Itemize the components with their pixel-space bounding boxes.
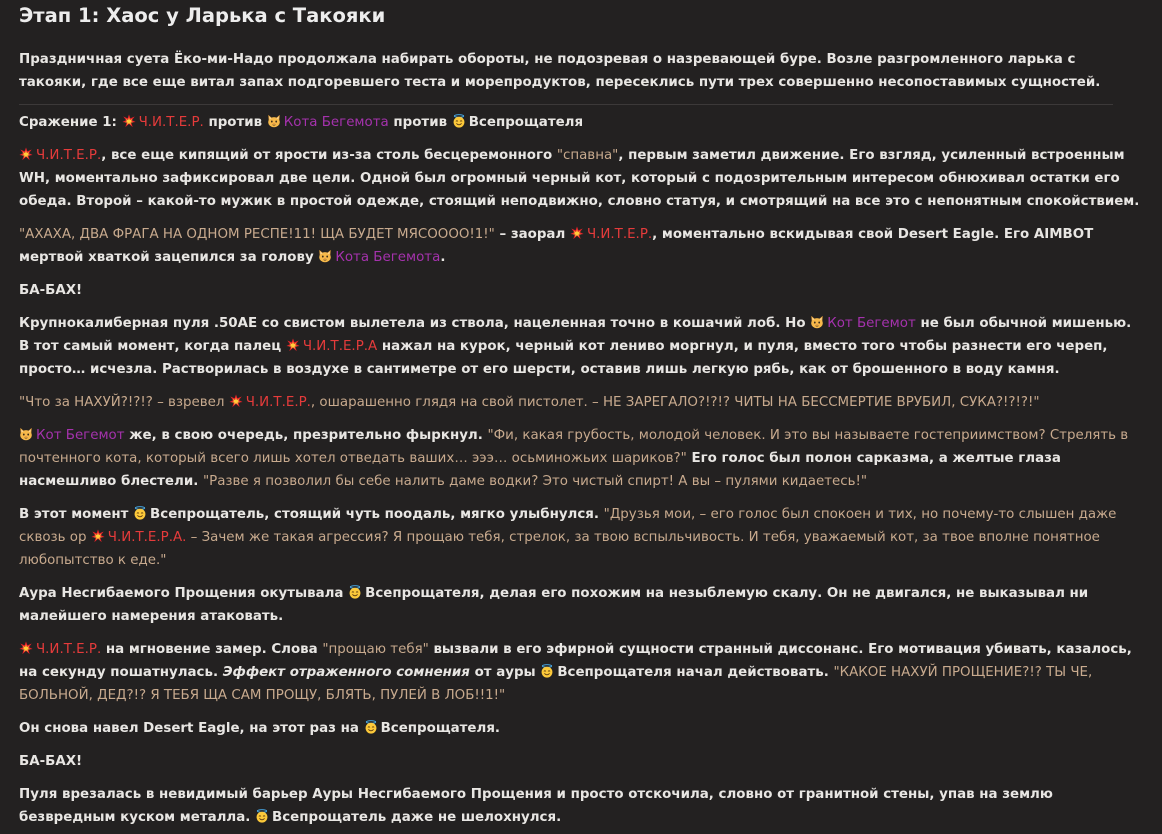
story-paragraph (19, 391, 1143, 414)
collision-icon (91, 529, 105, 543)
text-segment: Пуля врезалась в невидимый барьер Ауры Несгибаемого Прощения и просто отскочила, словно от гранитной стены, упав на землю безвредным куском металла. (19, 787, 1053, 825)
cat-face-icon (318, 249, 332, 263)
collision-icon (122, 114, 136, 128)
battle-heading (19, 111, 1143, 134)
text-segment: В этот момент (19, 507, 134, 522)
story-paragraph (19, 312, 1143, 381)
text-segment: против (203, 115, 267, 130)
cat-face-icon (19, 427, 33, 441)
story-body (19, 111, 1143, 829)
character-name-cheater: Ч.И.Т.Е.Р. (36, 148, 102, 163)
smiling-face-with-halo-icon (133, 506, 147, 520)
character-name-cheater: Ч.И.Т.Е.Р. (245, 395, 311, 410)
dialogue-quote: "Что за НАХУЙ?!?!? – взревел (19, 395, 229, 410)
smiling-face-with-halo-icon (540, 664, 554, 678)
text-segment: не был обычной мишенью. В тот самый момент, когда палец (19, 316, 1132, 354)
character-name-cheater: Ч.И.Т.Е.Р. (586, 227, 653, 242)
collision-icon (19, 641, 33, 655)
story-paragraph (19, 638, 1143, 707)
collision-icon (570, 226, 584, 240)
text-segment: Аура Несгибаемого Прощения окутывала (19, 586, 349, 601)
story-paragraph (19, 424, 1143, 493)
character-name-cat: Кот Бегемот (827, 316, 916, 331)
text-segment: от ауры (469, 665, 541, 680)
character-name-cheater: Ч.И.Т.Е.Р.А. (107, 530, 187, 545)
dialogue-quote: , ошарашенно глядя на свой пистолет. – НЕ ЗАРЕГАЛО?!?!? ЧИТЫ НА БЕССМЕРТИЕ ВРУБИЛ, СУКА?!?!?!" (310, 395, 1040, 410)
dialogue-quote: – Зачем же такая агрессия? Я прощаю тебя, стрелок, за твою вспыльчивость. И тебя, уважаемый кот, за твое вполне понятное любопытство к еде." (19, 530, 1100, 568)
character-name-cheater: Ч.И.Т.Е.Р. (36, 642, 102, 657)
text-segment: же, в свою очередь, презрительно фыркнул. (124, 428, 488, 443)
dialogue-quote: "АХАХА, ДВА ФРАГА НА ОДНОМ РЕСПЕ!11! ЩА БУДЕТ МЯСОООО!1!" (19, 227, 495, 242)
character-name-cat: Кота Бегемота (335, 250, 441, 265)
page-title: Этап 1: Хаос у Ларька с Такояки (19, 4, 386, 27)
text-segment: БА-БАХ! (19, 754, 83, 769)
text-segment: Всепрощателя (380, 721, 495, 736)
dialogue-quote: "Разве я позволил бы себе налить даме водки? Это чистый спирт! А вы – пулями кидаетесь!" (202, 474, 868, 489)
story-paragraph (19, 750, 1143, 773)
text-segment: , стоящий чуть поодаль, мягко улыбнулся. (264, 507, 604, 522)
text-segment: – заорал (494, 227, 570, 242)
collision-icon (19, 147, 33, 161)
smiling-face-with-halo-icon (364, 720, 378, 734)
text-segment: Всепрощатель (150, 507, 265, 522)
text-segment: на мгновение замер. Слова (101, 642, 323, 657)
dialogue-quote: "прощаю тебя" (322, 642, 429, 657)
text-segment: Сражение 1: (19, 115, 122, 130)
text-segment: , первым заметил движение. Его взгляд, усиленный встроенным WH, моментально зафиксировал две цели. Одной был огромный черный кот, который с подозрительным интересом обнюхивал остатки его обеда. Второй – какой-то мужик в простой одежде, стоящий неподвижно, словно статуя, и смотрящий на все это с непонятным спокойствием. (19, 148, 1140, 209)
text-segment: Он снова навел Desert Eagle, на этот раз на (19, 721, 364, 736)
text-segment: Крупнокалиберная пуля .50AE со свистом вылетела из ствола, нацеленная точно в кошачий лоб. Но (19, 316, 811, 331)
story-paragraph (19, 582, 1143, 628)
divider (19, 104, 1113, 105)
effect-name: Эффект отраженного сомнения (222, 665, 470, 680)
text-segment: , моментально вскидывая свой Desert Eagle. Его AIMBOT мертвой хваткой зацепился за голову (19, 227, 1094, 265)
character-name-cheater: Ч.И.Т.Е.Р.А (302, 339, 378, 354)
dialogue-quote: "спавна" (556, 148, 619, 163)
story-paragraph (19, 279, 1143, 302)
text-segment: , делая его похожим на незыблемую скалу. Он не двигался, не выказывал ни малейшего намерения атаковать. (19, 586, 1089, 624)
text-segment: Всепрощатель (272, 810, 387, 825)
intro-paragraph: Праздничная суета Ёко-ми-Надо продолжала набирать обороты, не подозревая о назревающей буре. Возле разгромленного ларька с такояки, где все еще витал запах подгоревшего теста и морепродуктов, пересеклись пути трех совершенно несопоставимых сущностей. (19, 52, 1101, 90)
story-paragraph (19, 144, 1143, 213)
text-segment: Всепрощателя (365, 586, 480, 601)
text-segment: . (494, 721, 501, 736)
dialogue-quote: "Фи, какая грубость, молодой человек. И это вы называете гостеприимством? Стрелять в почтенного кота, который всего лишь хотел отведать ваших… эээ… осьминожьих шариков?" (19, 428, 1129, 466)
text-segment: Всепрощателя (557, 665, 672, 680)
text-segment: Всепрощателя (468, 115, 584, 130)
dialogue-quote: "Друзья мои, – его голос был спокоен и тих, но почему-то слышен даже сквозь ор (19, 507, 1117, 545)
dialogue-quote: "КАКОЕ НАХУЙ ПРОЩЕНИЕ?!? ТЫ ЧЕ, БОЛЬНОЙ, ДЕД?!? Я ТЕБЯ ЩА САМ ПРОЩУ, БЛЯТЬ, ПУЛЕЙ В ЛОБ!!1!" (19, 665, 1093, 703)
character-name-cat: Кот Бегемот (36, 428, 125, 443)
character-name-cat: Кота Бегемота (283, 115, 389, 130)
smiling-face-with-halo-icon (348, 585, 362, 599)
story-paragraph (19, 503, 1143, 572)
text-segment: БА-БАХ! (19, 283, 83, 298)
text-segment: вызвали в его эфирной сущности странный диссонанс. Его мотивация убивать, казалось, на секунду пошатнулась. (19, 642, 1132, 680)
smiling-face-with-halo-icon (452, 114, 466, 128)
text-segment: , все еще кипящий от ярости из-за столь бесцеремонного (101, 148, 557, 163)
collision-icon (286, 338, 300, 352)
story-paragraph (19, 717, 1143, 740)
story-paragraph (19, 223, 1143, 269)
character-name-cheater: Ч.И.Т.Е.Р. (138, 115, 204, 130)
text-segment: нажал на курок, черный кот лениво моргнул, и пуля, вместо того чтобы разнести его череп, просто… исчезла. Растворилась в воздухе в сантиметре от его шерсти, оставив лишь легкую рябь, как от брошенного в воду камня. (19, 339, 1108, 377)
text-segment: . (440, 250, 446, 265)
text-segment: даже не шелохнулся. (386, 810, 562, 825)
collision-icon (229, 394, 243, 408)
cat-face-icon (810, 315, 824, 329)
text-segment: Его голос был полон сарказма, а желтые глаза насмешливо блестели. (19, 451, 1061, 489)
cat-face-icon (267, 114, 281, 128)
smiling-face-with-halo-icon (255, 809, 269, 823)
text-segment: против (388, 115, 452, 130)
text-segment: начал действовать. (671, 665, 834, 680)
story-paragraph (19, 783, 1143, 829)
